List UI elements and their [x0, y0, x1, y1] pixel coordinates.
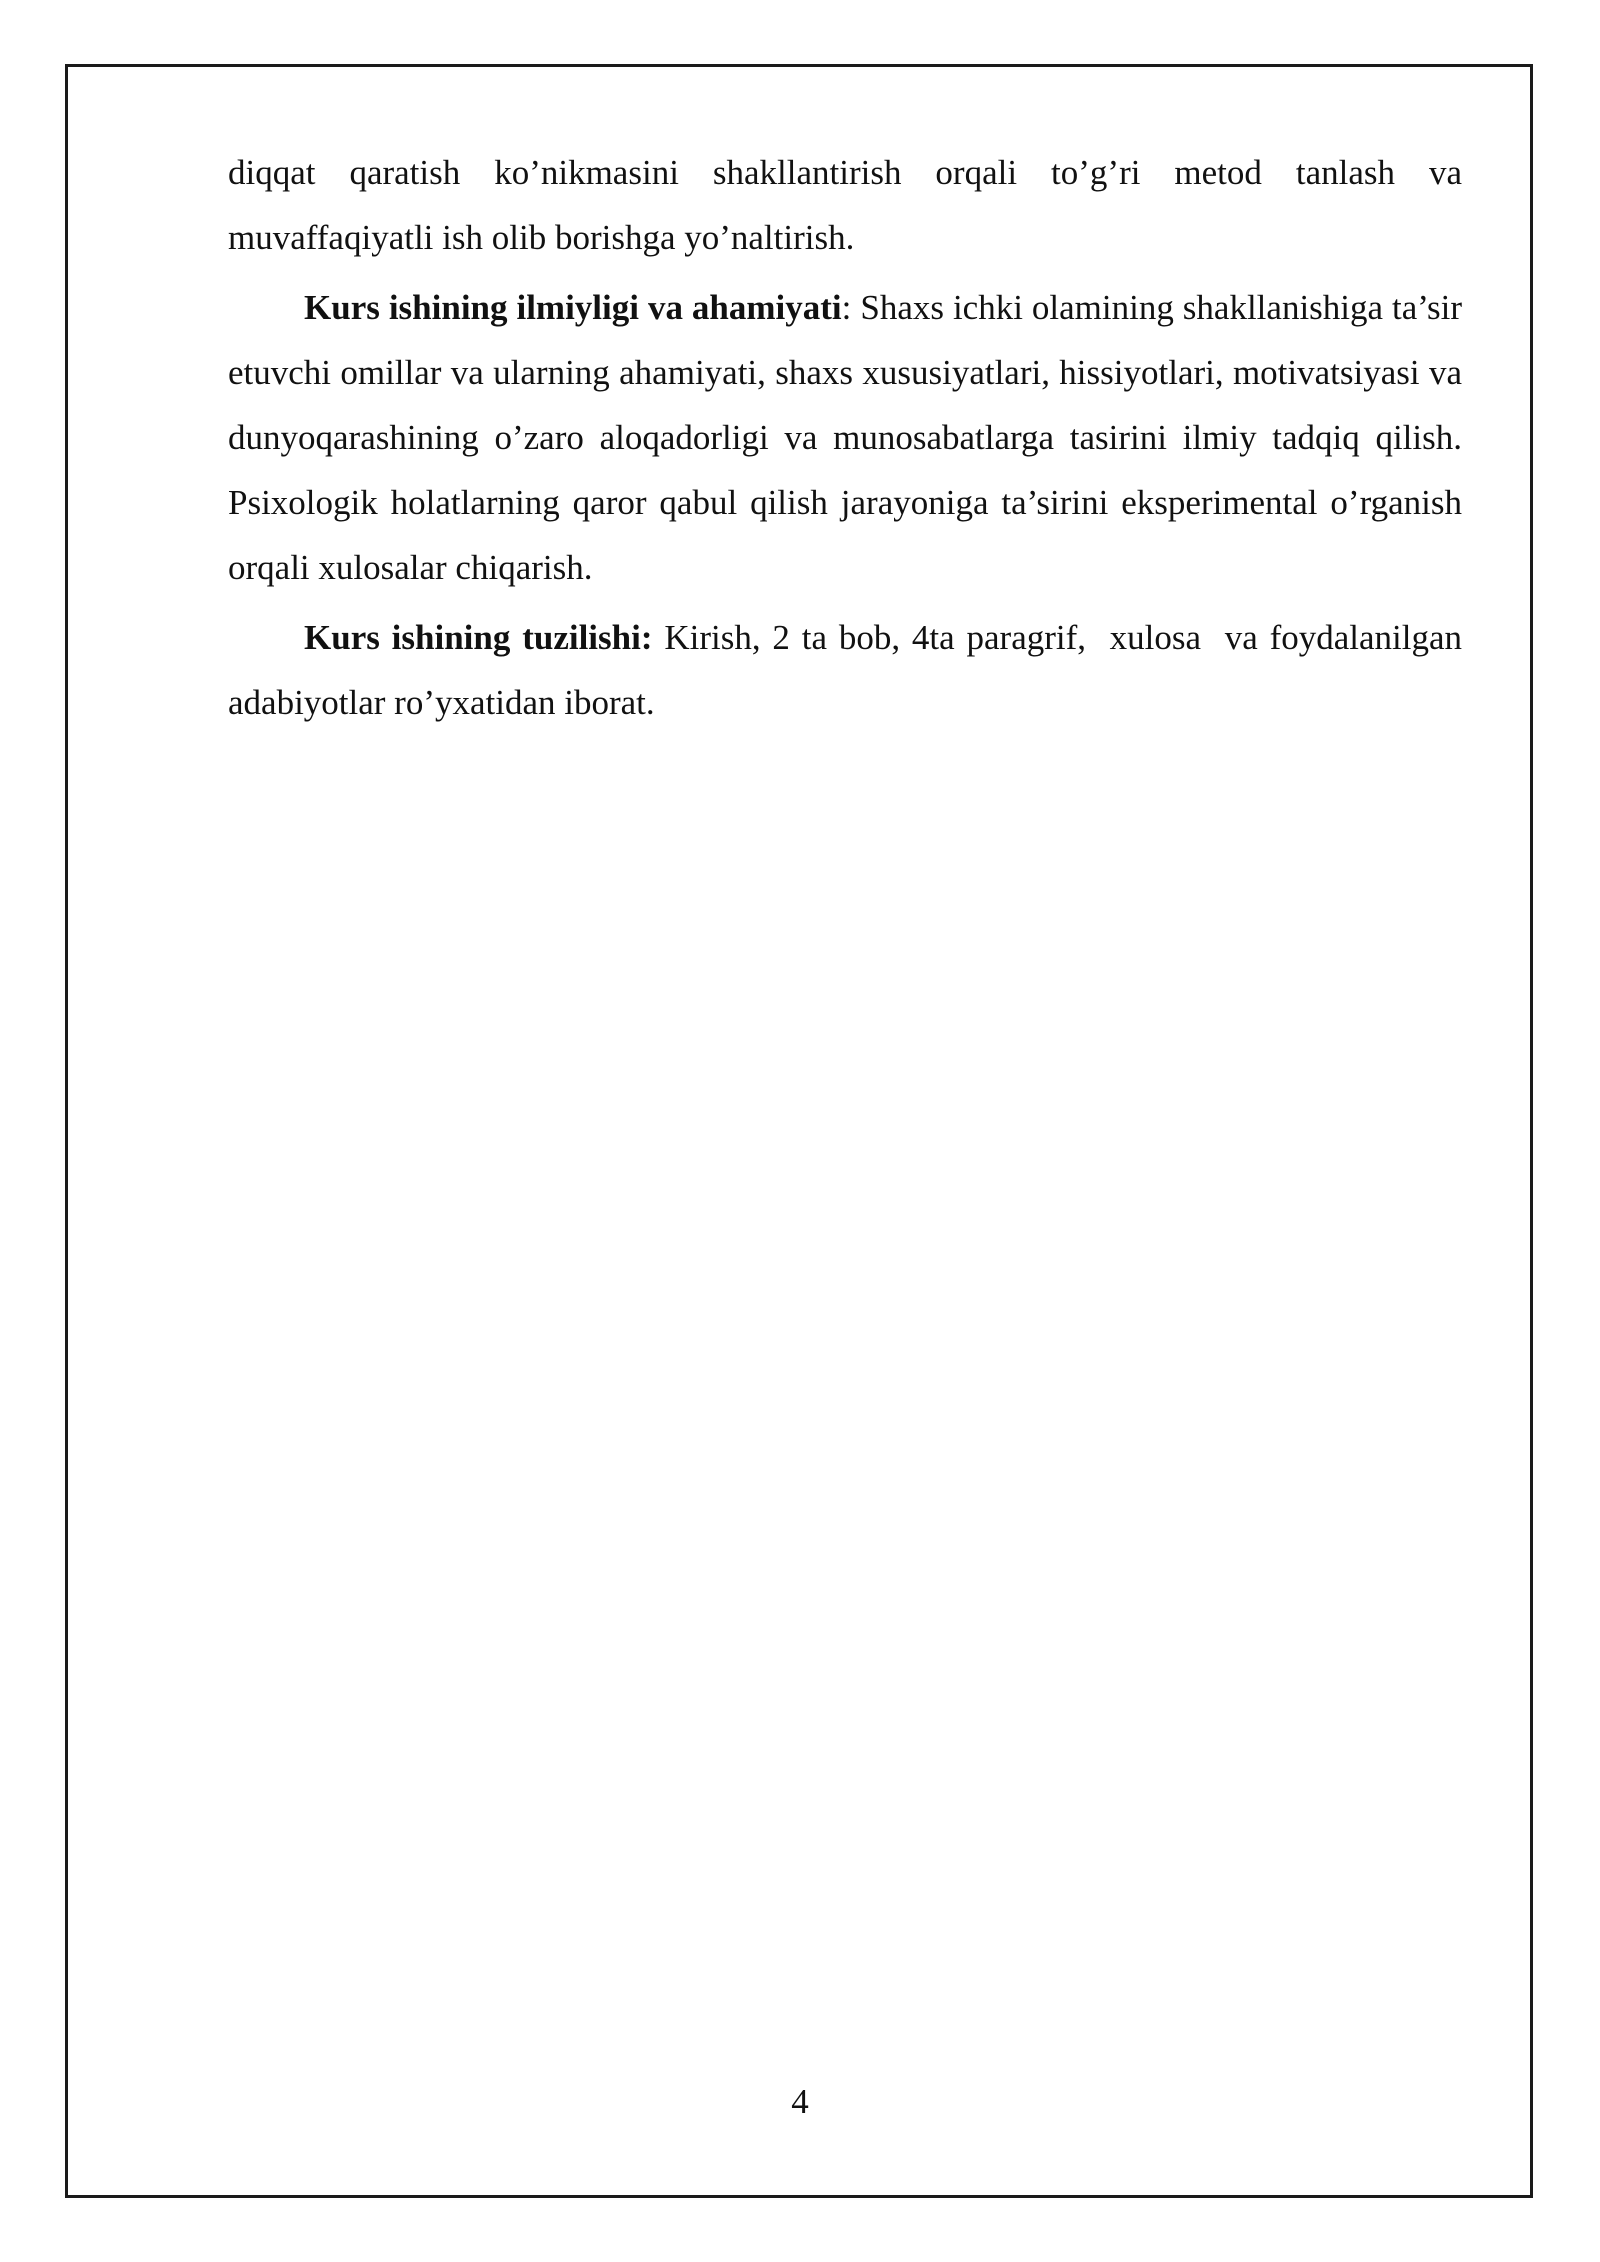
paragraph-structure	[228, 605, 1471, 735]
document-body	[228, 140, 1471, 740]
paragraph-text: Kirish, 2 ta bob, 4ta paragrif, xulosa va foydalanilgan adabiyotlar ro’yxatidan iborat.	[228, 618, 1471, 722]
section-heading-structure: Kurs ishining tuzilishi:	[304, 618, 653, 657]
paragraph-continuation	[228, 140, 1462, 270]
page-number: 4	[791, 2082, 809, 2121]
paragraph-text: diqqat qaratish ko’nikmasini shakllantirish orqali to’g’ri metod tanlash va muvaffaqiyatli ish olib borishga yo’naltirish.	[228, 153, 1462, 257]
paragraph-text: : Shaxs ichki olamining shakllanishiga ta’sir etuvchi omillar va ularning ahamiyati, shaxs xususiyatlari, hissiyotlari, motivatsiyasi va dunyoqarashining o’zaro aloqadorligi va munosabatlarga tasirini ilmiy tadqiq qilish. Psixologik holatlarning qaror qabul qilish jarayoniga ta’sirini eksperimental o’rganish orqali xulosalar chiqarish.	[228, 288, 1463, 587]
section-heading-significance: Kurs ishining ilmiyligi va ahamiyati	[304, 288, 842, 327]
paragraph-significance	[228, 275, 1462, 600]
